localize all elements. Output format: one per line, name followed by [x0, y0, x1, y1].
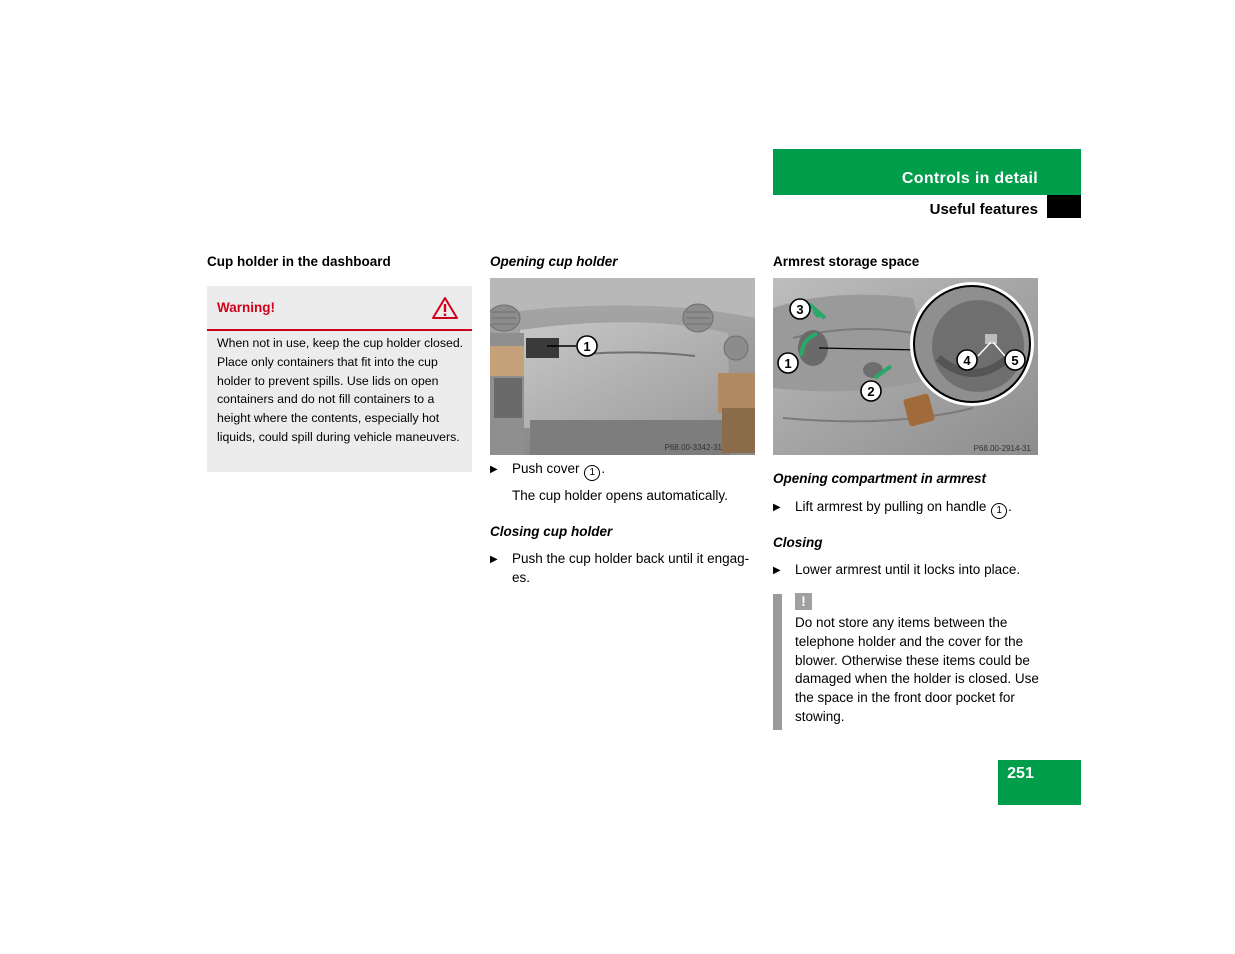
- warning-label: Warning!: [217, 300, 275, 315]
- dashboard-cup-holder-image: [490, 278, 755, 455]
- image-code: P68.00-3342-31: [664, 443, 722, 452]
- step-lower-armrest: ▶ Lower armrest until it locks into place.: [773, 560, 1038, 579]
- thumb-tab-marker: [1047, 195, 1081, 218]
- callout-reference: 1: [584, 465, 600, 481]
- bullet-arrow-icon: ▶: [490, 464, 498, 475]
- page-number: 251: [1007, 765, 1034, 782]
- step-lift-armrest: ▶ Lift armrest by pulling on handle 1 .: [773, 497, 1038, 519]
- opening-compartment-heading: Opening compartment in armrest: [773, 471, 987, 486]
- closing-heading: Closing: [773, 535, 823, 550]
- bullet-arrow-icon: ▶: [773, 565, 781, 576]
- armrest-storage-image: [773, 278, 1038, 455]
- image-callout-4: 4: [963, 353, 971, 368]
- note-bar: [773, 594, 782, 730]
- image-callout-1: 1: [583, 339, 591, 354]
- note-text: Do not store any items between the telephone holder and the cover for the blower. Otherwise these items could be damaged when the holder is closed. Use the space in the front door pocket for stowing.: [795, 615, 1039, 724]
- section-title: Controls in detail: [901, 170, 1038, 187]
- image-code: P68.00-2914-31: [973, 444, 1031, 453]
- warning-triangle-icon: [431, 296, 459, 325]
- step-result: The cup holder opens automatically.: [512, 488, 728, 503]
- warning-text: When not in use, keep the cup holder closed. Place only containers that fit into the cup holder to prevent spills. Use lids on open containers and do not fill containers to a height where the contents, especially hot liquids, could spill during vehicle maneuvers.: [217, 336, 464, 444]
- bullet-arrow-icon: ▶: [490, 554, 498, 565]
- closing-cup-holder-heading: Closing cup holder: [490, 524, 613, 539]
- step-push-back: ▶ Push the cup holder back until it engag- es.: [490, 551, 750, 585]
- opening-cup-holder-heading: Opening cup holder: [490, 254, 618, 269]
- bullet-arrow-icon: ▶: [773, 502, 781, 513]
- cup-holder-heading: Cup holder in the dashboard: [207, 254, 391, 269]
- callout-reference: 1: [991, 503, 1007, 519]
- image-callout-5: 5: [1011, 353, 1019, 368]
- armrest-heading: Armrest storage space: [773, 254, 920, 269]
- exclamation-icon: !: [795, 593, 812, 610]
- subsection-title: Useful features: [929, 201, 1038, 218]
- image-callout-1: 1: [784, 356, 792, 371]
- step-push-cover: ▶ Push cover 1 .: [490, 459, 755, 481]
- image-callout-2: 2: [867, 384, 875, 399]
- image-callout-3: 3: [796, 302, 804, 317]
